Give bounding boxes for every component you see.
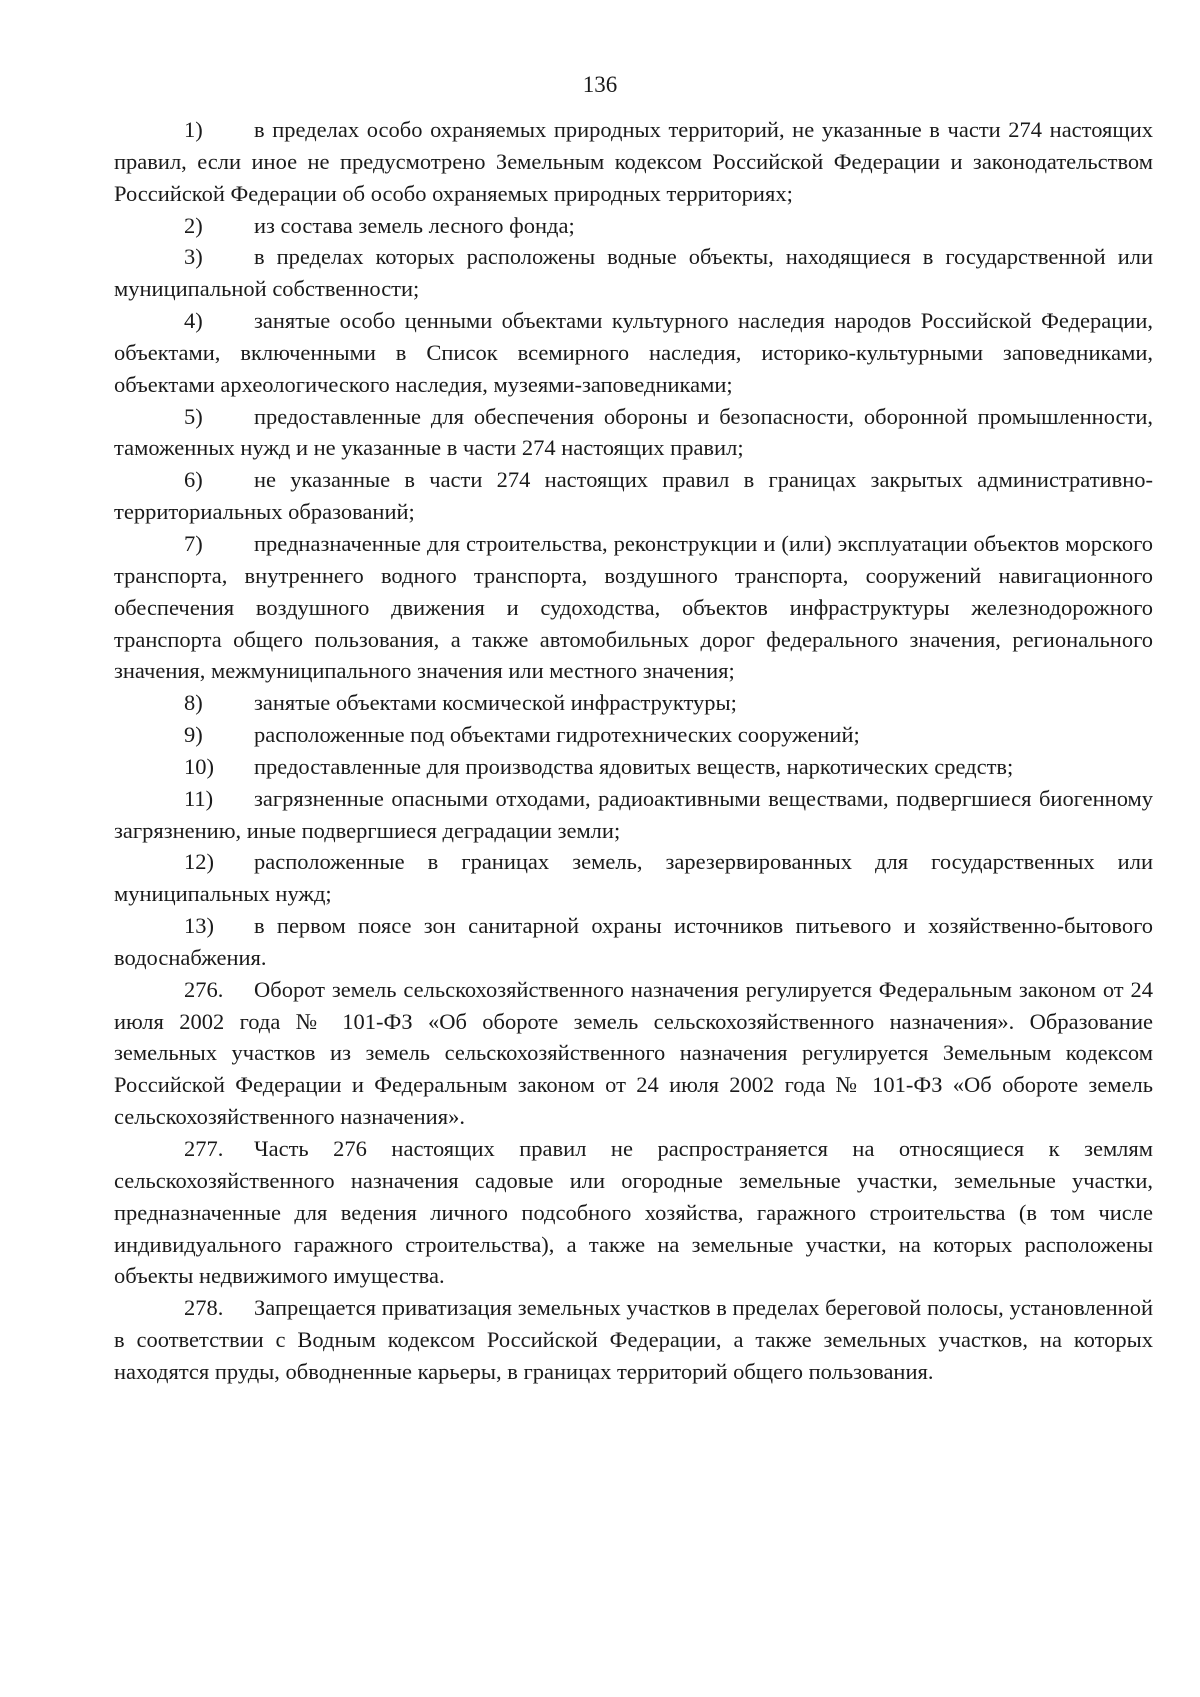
item-text: занятые особо ценными объектами культурного наследия народов Российской Федерации, объектами, включенными в Список всемирного наследия, историко-культурными заповедниками, объектами археологического наследия, музеями-заповедниками; [114, 308, 1153, 397]
list-item-9 [114, 719, 1153, 751]
item-text: не указанные в части 274 настоящих правил в границах закрытых административно-территориальных образований; [114, 467, 1153, 525]
item-text: в пределах которых расположены водные объекты, находящиеся в государственной или муниципальной собственности; [114, 244, 1153, 302]
item-text: в первом поясе зон санитарной охраны источников питьевого и хозяйственно-бытового водоснабжения. [114, 913, 1153, 970]
document-body [114, 114, 1153, 1388]
list-item-5 [114, 401, 1153, 465]
clause-number: 277. [184, 1136, 224, 1161]
clause-number: 276. [184, 976, 224, 1002]
item-number: 9) [184, 722, 203, 748]
clause-text: Часть 276 настоящих правил не распространяется на относящиеся к землям сельскохозяйственного назначения садовые или огородные земельные участки, земельные участки, предназначенные для ведения личного подсобного хозяйства, гаражного строительства (в том числе индивидуального гаражного строительства), а также на земельные участки, на которых расположены объекты недвижимого имущества. [114, 1136, 1153, 1289]
clause-277 [114, 1133, 1153, 1292]
item-text: предоставленные для производства ядовитых веществ, наркотических средств; [254, 753, 1014, 779]
item-number: 11) [184, 785, 214, 811]
item-text: расположенные под объектами гидротехнических сооружений; [254, 722, 860, 748]
clause-text: Запрещается приватизация земельных участков в пределах береговой полосы, установленной в соответствии с Водным кодексом Российской Федерации, а также земельных участков, на которых находятся пруды, обводненные карьеры, в границах территорий общего пользования. [114, 1295, 1153, 1384]
item-number: 7) [184, 530, 203, 556]
item-number: 12) [184, 849, 214, 875]
clause-text: Оборот земель сельскохозяйственного назначения регулируется Федеральным законом от 24 июля 2002 года № 101-ФЗ «Об обороте земель сельскохозяйственного назначения». Образование земельных участков из земель сельскохозяйственного назначения регулируется Земельным кодексом Российской Федерации и Федеральным законом от 24 июля 2002 года № 101-ФЗ «Об обороте земель сельскохозяйственного назначения». [114, 976, 1153, 1130]
item-text: из состава земель лесного фонда; [254, 212, 575, 238]
item-number: 8) [184, 690, 203, 716]
list-item-4 [114, 305, 1153, 401]
item-text: предоставленные для обеспечения обороны и безопасности, оборонной промышленности, таможенных нужд и не указанные в части 274 настоящих правил; [114, 403, 1153, 461]
page-number: 136 [582, 72, 618, 97]
item-number: 4) [184, 308, 203, 334]
item-text: предназначенные для строительства, реконструкции и (или) эксплуатации объектов морского транспорта, внутреннего водного транспорта, воздушного транспорта, сооружений навигационного обеспечения воздушного движения и судоходства, объектов инфраструктуры железнодорожного транспорта общего пользования, а также автомобильных дорог федерального значения, регионального значения, межмуниципального значения или местного значения; [114, 530, 1153, 684]
list-item-1 [114, 114, 1153, 210]
item-number: 3) [184, 244, 203, 270]
item-text: в пределах особо охраняемых природных территорий, не указанные в части 274 настоящих правил, если иное не предусмотрено Земельным кодексом Российской Федерации и законодательством Российской Федерации об особо охраняемых природных территориях; [114, 117, 1153, 206]
list-item-6 [114, 464, 1153, 528]
item-number: 1) [184, 117, 203, 142]
list-item-11 [114, 783, 1153, 847]
item-number: 5) [184, 403, 203, 429]
list-item-10 [114, 751, 1153, 783]
list-item-13 [114, 910, 1153, 974]
item-text: расположенные в границах земель, зарезервированных для государственных или муниципальных нужд; [114, 849, 1153, 907]
list-item-8 [114, 687, 1153, 719]
item-number: 13) [184, 913, 214, 939]
clause-number: 278. [184, 1295, 224, 1321]
list-item-7 [114, 528, 1153, 687]
list-item-12 [114, 846, 1153, 910]
clause-278 [114, 1292, 1153, 1388]
list-item-2 [114, 210, 1153, 242]
list-item-3 [114, 241, 1153, 305]
clause-276 [114, 974, 1153, 1133]
item-text: занятые объектами космической инфраструктуры; [254, 690, 737, 716]
item-number: 10) [184, 753, 214, 779]
item-number: 6) [184, 467, 203, 493]
item-text: загрязненные опасными отходами, радиоактивными веществами, подвергшиеся биогенному загрязнению, иные подвергшиеся деградации земли; [114, 785, 1153, 843]
item-number: 2) [184, 212, 203, 238]
